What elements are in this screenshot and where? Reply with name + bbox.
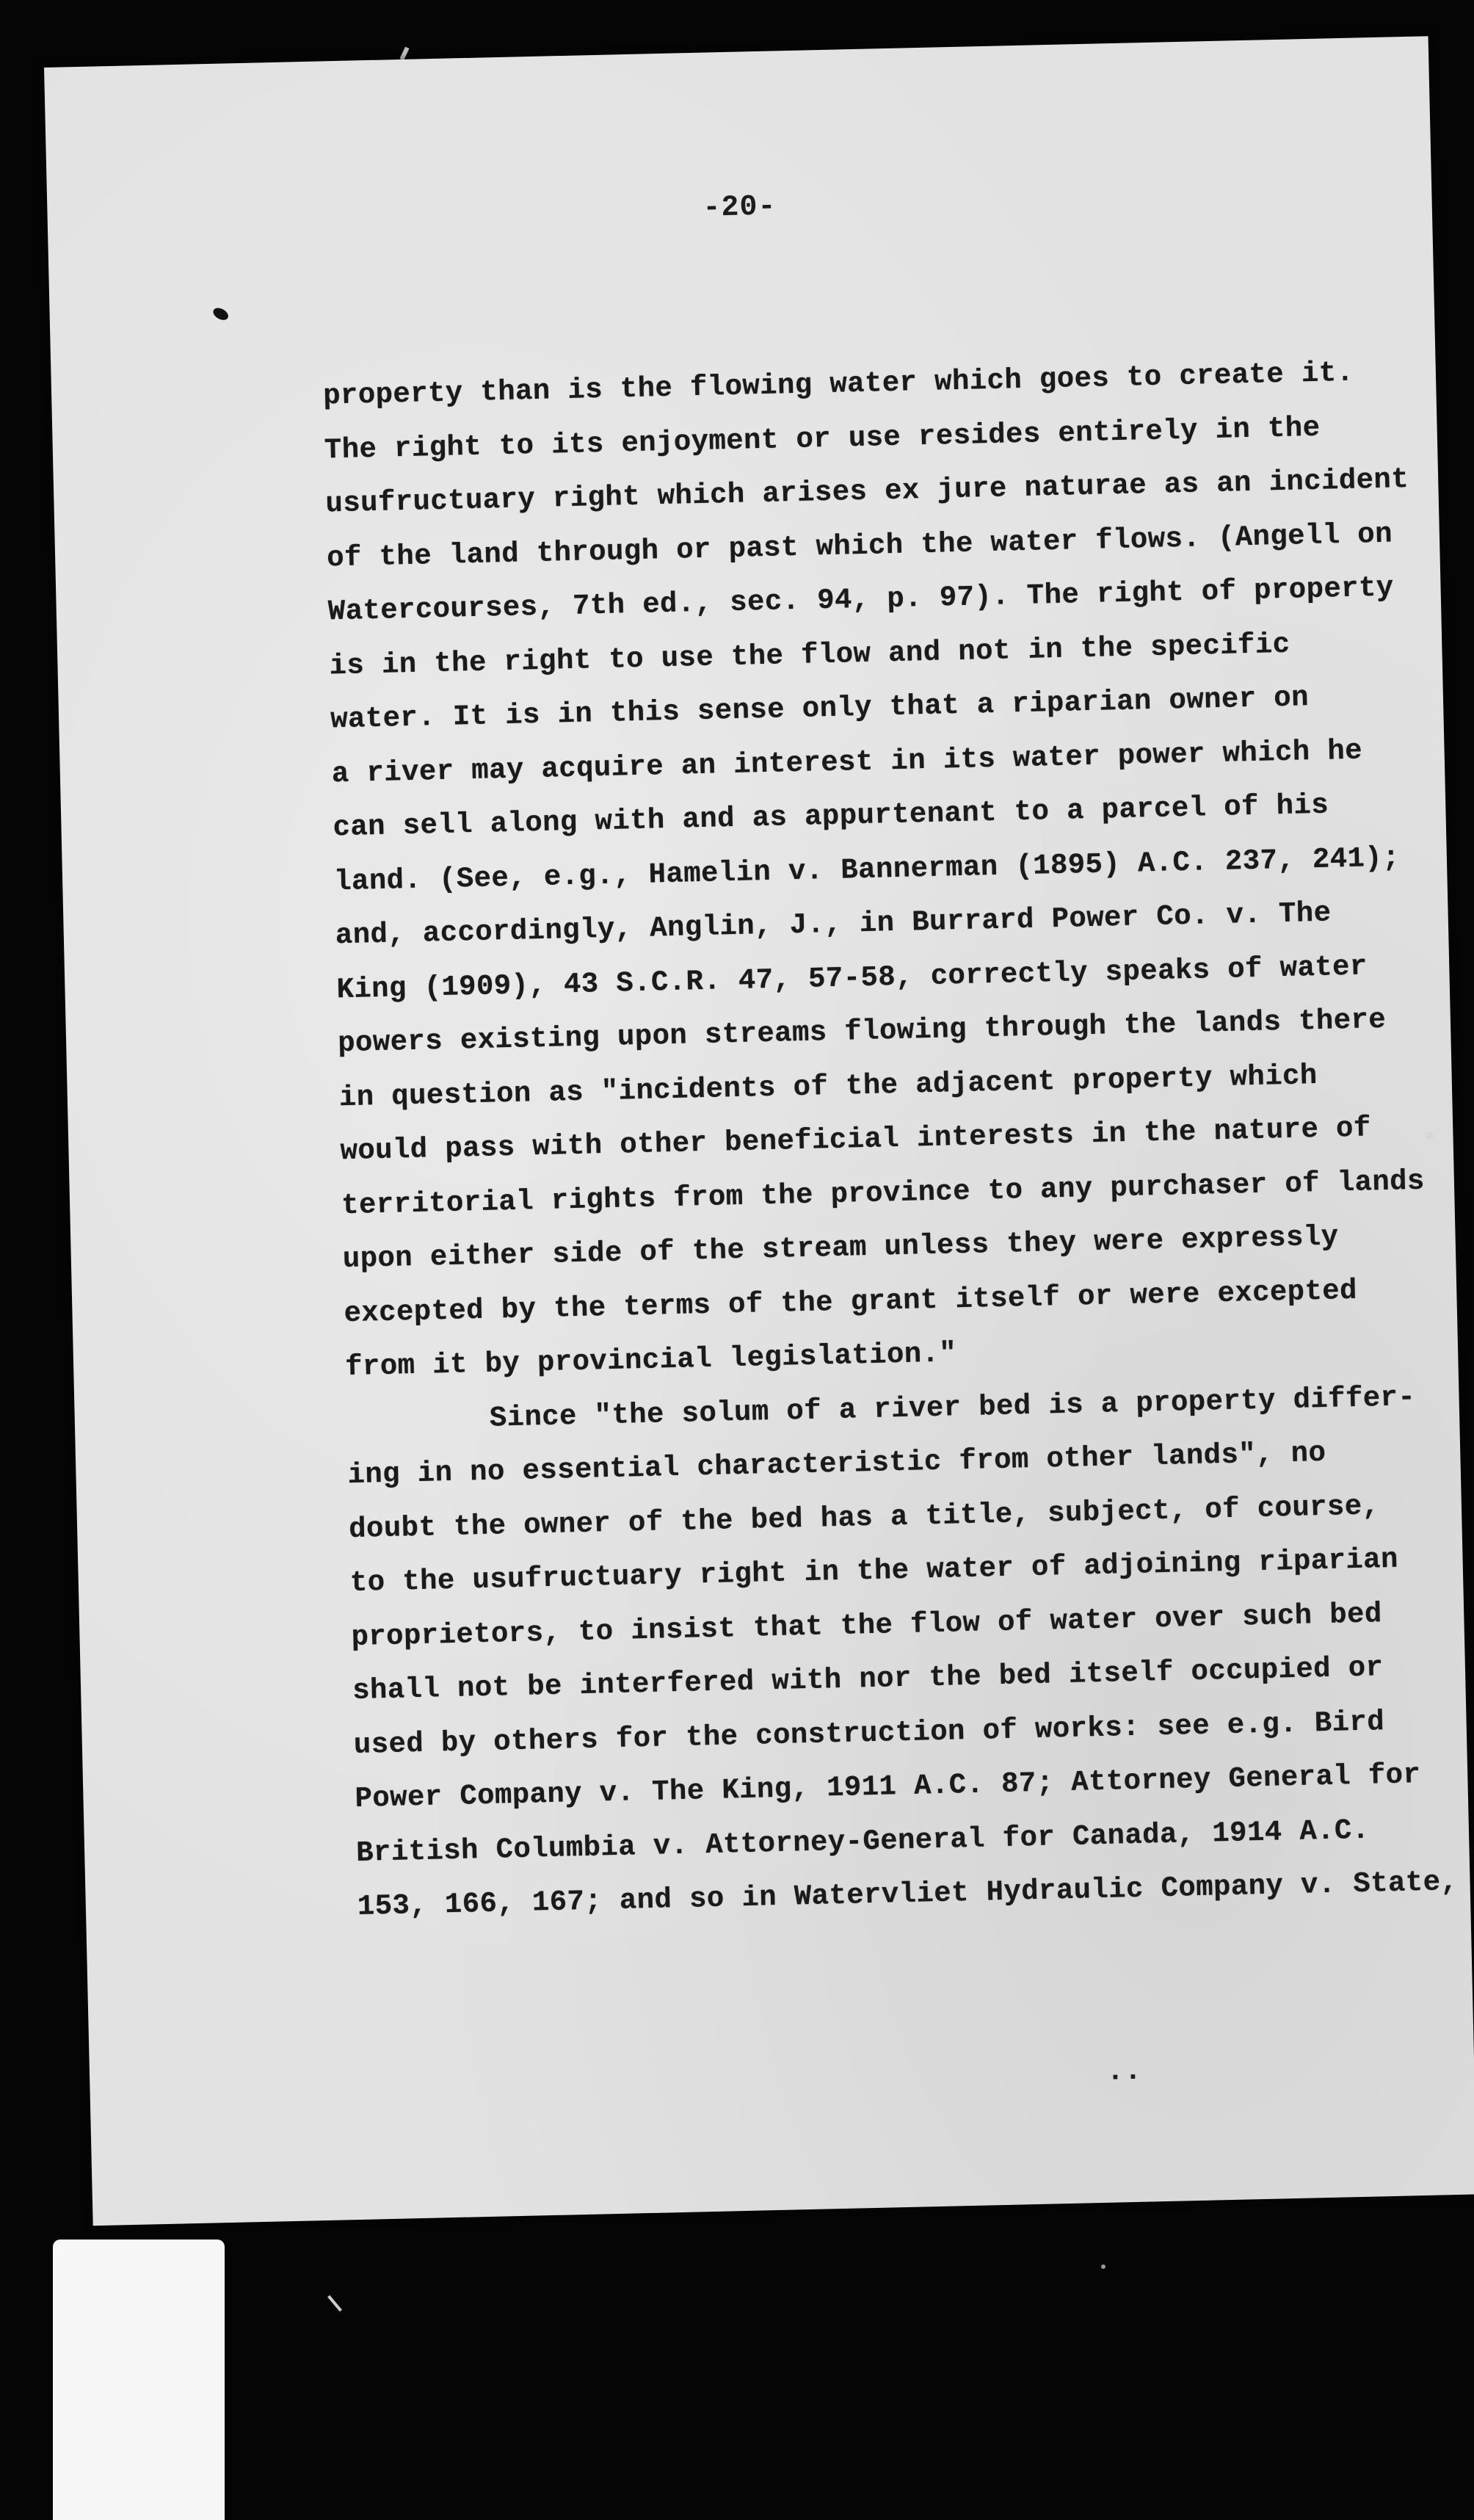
text-line: usufructuary right which arises ex jure naturae as an incident [325, 463, 1409, 521]
text-line: is in the right to use the flow and not in the specific [329, 628, 1290, 682]
text-line: excepted by the terms of the grant itself or were excepted [344, 1274, 1358, 1330]
white-paper-tab [53, 2240, 225, 2520]
text-line: would pass with other beneficial interests in the nature of [340, 1112, 1372, 1168]
text-line: territorial rights from the province to any purchaser of lands [341, 1165, 1426, 1222]
text-line: shall not be interfered with nor the bed itself occupied or [352, 1651, 1384, 1708]
scan-speck [399, 47, 409, 61]
scan-speck [327, 2295, 342, 2311]
text-line: from it by provincial legislation." [344, 1337, 957, 1384]
text-line: Power Company v. The King, 1911 A.C. 87; Attorney General for [355, 1759, 1421, 1815]
text-line: 153, 166, 167; and so in Watervliet Hydraulic Company v. State, [357, 1865, 1459, 1923]
text-line: proprietors, to insist that the flow of water over such bed [351, 1597, 1383, 1654]
text-line: land. (See, e.g., Hamelin v. Bannerman (1895) A.C. 237, 241); [333, 841, 1401, 898]
text-line: in question as "incidents of the adjacent property which [338, 1059, 1318, 1114]
text-line: property than is the flowing water which goes to create it. [322, 356, 1354, 413]
text-line: doubt the owner of the bed has a title, subject, of course, [348, 1489, 1380, 1546]
text-line: King (1909), 43 S.C.R. 47, 57-58, correctly speaks of water [336, 949, 1368, 1006]
pencil-mark [211, 305, 230, 322]
text-line: can sell along with and as appurtenant to a parcel of his [333, 789, 1329, 844]
text-line: and, accordingly, Anglin, J., in Burrard Power Co. v. The [335, 897, 1332, 952]
paragraph-start-line: Since "the solum of a river bed is a property differ- [489, 1380, 1416, 1435]
scan-speck [1101, 2264, 1106, 2269]
text-line: a river may acquire an interest in its water power which he [331, 734, 1363, 790]
scan-speck [1426, 1132, 1434, 1140]
page-number: -20- [702, 190, 777, 225]
text-line: ing in no essential characteristic from other lands", no [347, 1436, 1326, 1492]
document-page [44, 36, 1474, 2226]
text-line: water. It is in this sense only that a riparian owner on [330, 681, 1310, 736]
text-line: The right to its enjoyment or use resides entirely in the [324, 411, 1321, 466]
text-line: to the usufructuary right in the water of adjoining riparian [349, 1543, 1399, 1600]
continuation-mark: .. [1106, 2054, 1142, 2089]
text-line: used by others for the construction of works: see e.g. Bird [353, 1705, 1385, 1762]
text-line: powers existing upon streams flowing through the lands there [337, 1003, 1387, 1060]
body-text [322, 346, 1459, 1935]
text-line: Watercourses, 7th ed., sec. 94, p. 97). The right of property [327, 571, 1395, 629]
text-line: of the land through or past which the water flows. (Angell on [326, 517, 1393, 574]
text-line: upon either side of the stream unless they were expressly [342, 1220, 1339, 1276]
text-line: British Columbia v. Attorney-General for Canada, 1914 A.C. [355, 1814, 1370, 1869]
